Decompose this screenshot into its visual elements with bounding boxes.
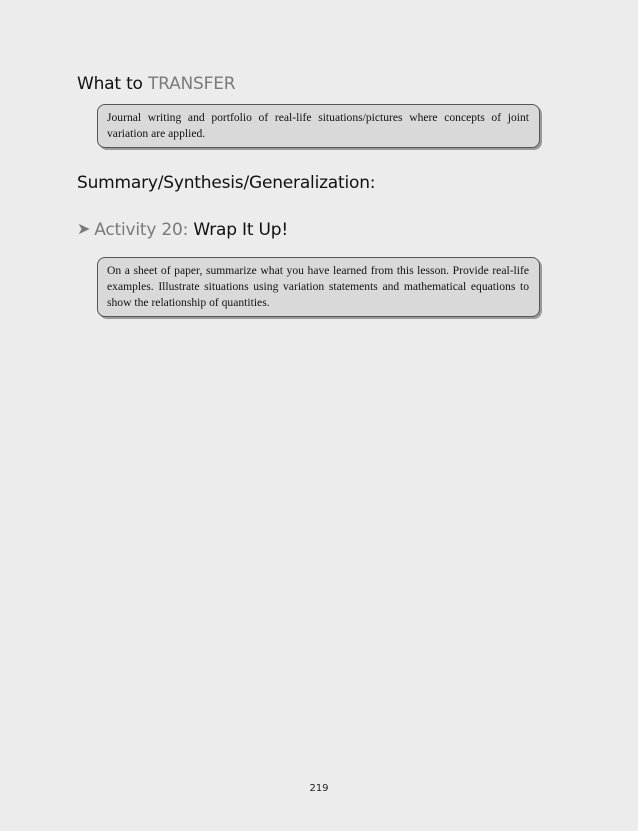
activity-box-text: On a sheet of paper, summarize what you have learned from this lesson. Provide real-life examples. Illustrate situations using variation statements and mathematical equations to show the relationship of quantities. bbox=[107, 264, 529, 309]
page-number: 219 bbox=[309, 783, 329, 794]
transfer-box-text: Journal writing and portfolio of real-life situations/pictures where concepts of joint variation are applied. bbox=[107, 111, 529, 140]
activity-heading bbox=[77, 220, 288, 240]
transfer-word: TRANSFER bbox=[147, 74, 236, 94]
summary-heading: Summary/Synthesis/Generalization: bbox=[77, 173, 376, 193]
activity-box bbox=[97, 257, 540, 317]
arrowhead-icon: ➤ bbox=[77, 219, 91, 238]
what-to-transfer-heading bbox=[77, 74, 235, 94]
activity-title: Wrap It Up! bbox=[193, 220, 288, 240]
activity-label: Activity 20: bbox=[94, 220, 189, 240]
what-to-text: What to bbox=[77, 74, 143, 94]
transfer-box bbox=[97, 104, 540, 148]
